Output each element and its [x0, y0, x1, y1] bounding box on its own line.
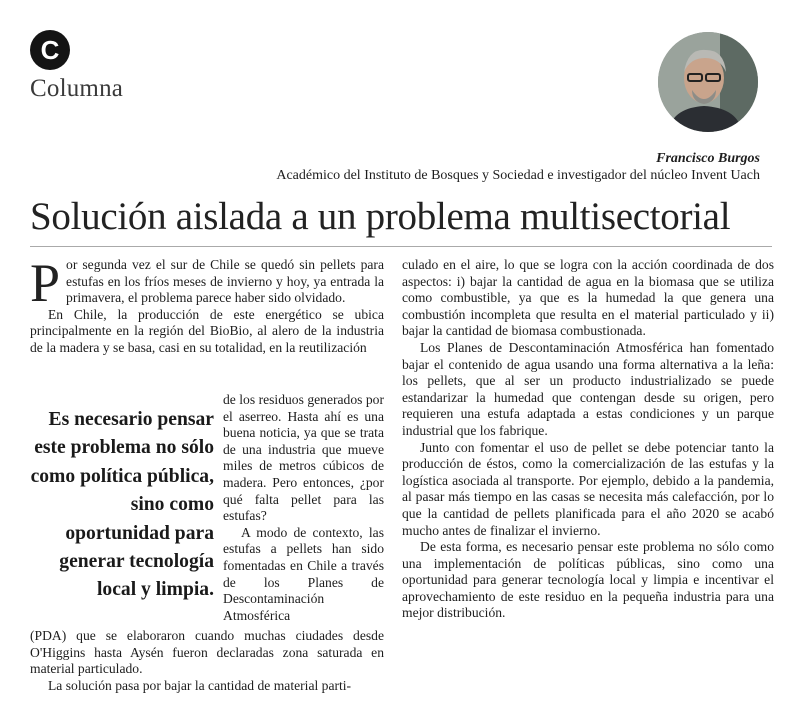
column-badge: C	[30, 30, 70, 70]
paragraph: Junto con fomentar el uso de pellet se debe potenciar tanto la producción de éstos, como la comercialización de las estufas y la logística asociada al transporte. Por ejemplo, debido a la pandemia, al pasar más tiempo en las casas se necesita más calefacción, por lo que la cantidad de pellets planificada para el año 2020 se acabó mucho antes de finalizar el invierno.	[402, 439, 774, 538]
paragraph: de los residuos generados por el aserreo. Hasta ahí es una buena noticia, ya que se trata de una industria que mueve miles de metros cúbicos de madera. Pero entonces, ¿por qué falta pellet para las estufas?	[223, 392, 384, 524]
paragraph: (PDA) que se elaboraron cuando muchas ciudades desde O'Higgins hasta Aysén fueron declaradas zona saturada en material particulado.	[30, 628, 384, 677]
paragraph: Los Planes de Descontaminación Atmosférica han fomentado bajar el contenido de agua usando una forma alternativa a la leña: los pellets, que al ser un producto industrializado se puede estandarizar la humedad que contengan desde su origen, pero requieren una estufa adaptada a estas condiciones y un parque industrial que los fabrique.	[402, 339, 774, 438]
author-photo	[658, 32, 758, 132]
paragraph: De esta forma, es necesario pensar este problema no sólo como una implementación de políticas públicas, sino como una oportunidad para generar tecnología local y limpia e incentivar el aprovechamiento de este residuo en la pequeña industria para una mejor distribución.	[402, 539, 774, 621]
author-name: Francisco Burgos	[656, 151, 760, 166]
headline-divider	[30, 246, 772, 247]
section-label: Columna	[30, 75, 124, 102]
paragraph: A modo de contexto, las estufas a pellets han sido fomentadas en Chile a través de los Planes de Descontaminación Atmosférica	[223, 524, 384, 623]
headline: Solución aislada a un problema multisectorial	[30, 195, 731, 238]
paragraph: En Chile, la producción de este energético se ubica principalmente en la región del BioBio, al alero de la industria de la madera y se basa, casi en su totalidad, en la reutilización	[30, 306, 384, 355]
pull-quote: Es necesario pensar este problema no sólo como política pública, sino como oportunidad para generar tecnología local y limpia.	[30, 409, 214, 601]
drop-cap: P	[30, 253, 61, 313]
paragraph: Por segunda vez el sur de Chile se quedó sin pellets para estufas en los fríos meses de invierno y hoy, ya entrada la primavera, el problema parece haber sido olvidado.	[30, 253, 384, 313]
paragraph: La solución pasa por bajar la cantidad de material parti-	[48, 677, 352, 693]
author-role: Académico del Instituto de Bosques y Sociedad e investigador del núcleo Invent Uach	[276, 168, 760, 183]
article-column-1-side	[223, 392, 384, 624]
article-column-1-bottom	[30, 628, 384, 694]
article-column-2	[402, 257, 774, 622]
paragraph: culado en el aire, lo que se logra con la acción coordinada de dos aspectos: i) bajar la cantidad de agua en la biomasa que se utiliza como combustible, ya que es la humedad la que genera una combustión incompleta que resulta en el material particulado y ii) bajar la cantidad de biomasa combustionada.	[402, 257, 774, 339]
author-block	[276, 150, 760, 184]
article-column-1-top	[30, 253, 384, 357]
